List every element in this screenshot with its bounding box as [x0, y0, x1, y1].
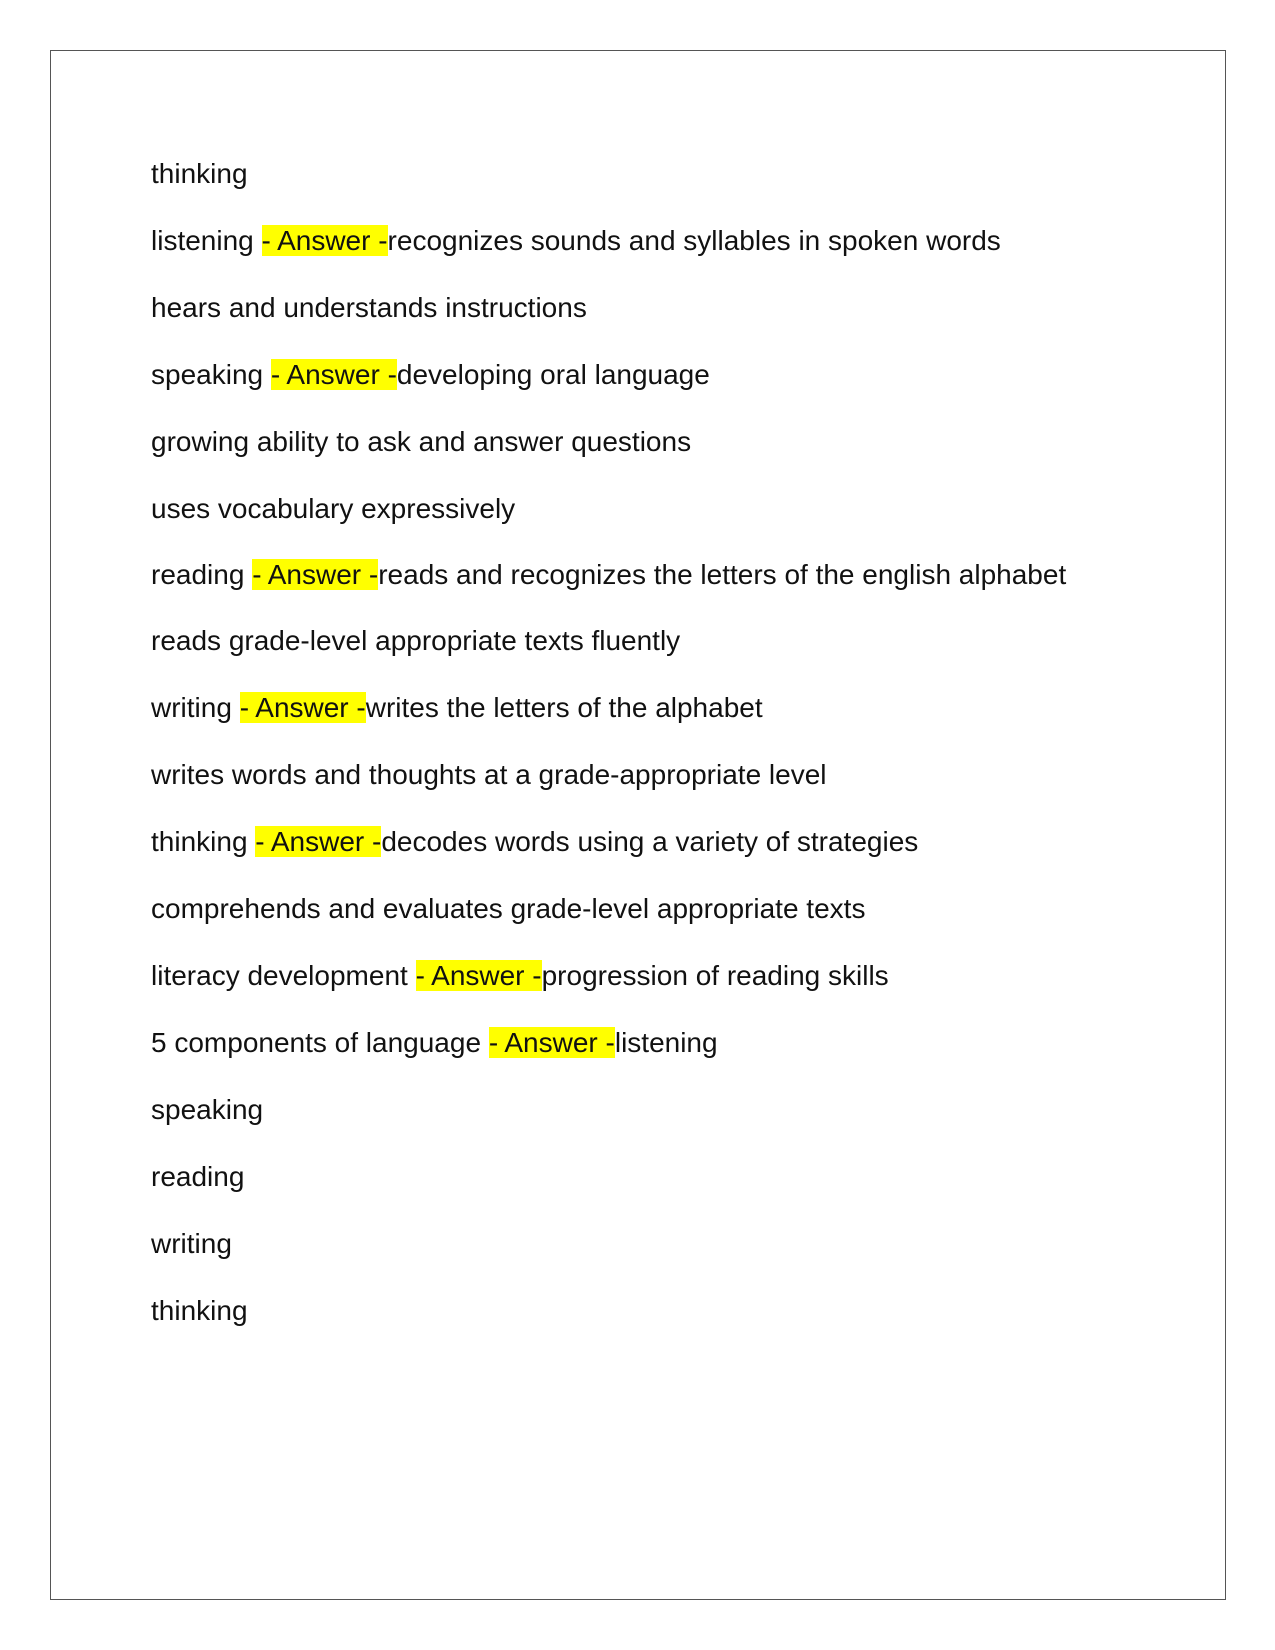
term-text: reading [151, 559, 253, 590]
text-line [151, 617, 1081, 664]
answer-highlight: - Answer - [261, 225, 388, 256]
term-text: speaking [151, 359, 271, 390]
definition-text: progression of reading skills [541, 960, 889, 991]
term-text: writing [151, 692, 240, 723]
definition-text: decodes words using a variety of strategies [381, 826, 919, 857]
line-text: thinking [151, 1295, 248, 1326]
text-line [151, 418, 1081, 465]
text-line [151, 1153, 1081, 1200]
answer-highlight: - Answer - [255, 826, 382, 857]
answer-highlight: - Answer - [415, 960, 542, 991]
text-line [151, 1019, 1081, 1066]
line-text: thinking [151, 158, 248, 189]
line-text: speaking [151, 1094, 264, 1125]
text-line [151, 885, 1081, 932]
text-line [151, 485, 1081, 532]
text-line [151, 751, 1081, 798]
text-line [151, 1287, 1081, 1334]
text-line [151, 952, 1081, 999]
term-text: thinking [151, 826, 256, 857]
text-line [151, 684, 1081, 731]
line-text: reading [151, 1161, 245, 1192]
answer-highlight: - Answer - [270, 359, 397, 390]
text-line [151, 217, 1081, 264]
document-body [151, 150, 1081, 1354]
answer-highlight: - Answer - [252, 559, 379, 590]
text-line [151, 818, 1081, 865]
definition-text: reads and recognizes the letters of the english alphabet [378, 559, 1067, 590]
definition-text: recognizes sounds and syllables in spoken words [387, 225, 1001, 256]
line-text: comprehends and evaluates grade-level appropriate texts [151, 893, 866, 924]
line-text: writes words and thoughts at a grade-appropriate level [151, 759, 827, 790]
line-text: growing ability to ask and answer questions [151, 426, 692, 457]
text-line [151, 1220, 1081, 1267]
text-line [151, 552, 1081, 597]
line-text: uses vocabulary expressively [151, 493, 516, 524]
answer-highlight: - Answer - [239, 692, 366, 723]
term-text: listening [151, 225, 262, 256]
text-line [151, 284, 1081, 331]
answer-highlight: - Answer - [488, 1027, 615, 1058]
definition-text: listening [614, 1027, 718, 1058]
definition-text: writes the letters of the alphabet [365, 692, 763, 723]
term-text: 5 components of language [151, 1027, 489, 1058]
definition-text: developing oral language [396, 359, 710, 390]
text-line [151, 351, 1081, 398]
term-text: literacy development [151, 960, 416, 991]
line-text: hears and understands instructions [151, 292, 587, 323]
line-text: writing [151, 1228, 232, 1259]
text-line [151, 1086, 1081, 1133]
line-text: reads grade-level appropriate texts fluently [151, 625, 681, 656]
text-line [151, 150, 1081, 197]
